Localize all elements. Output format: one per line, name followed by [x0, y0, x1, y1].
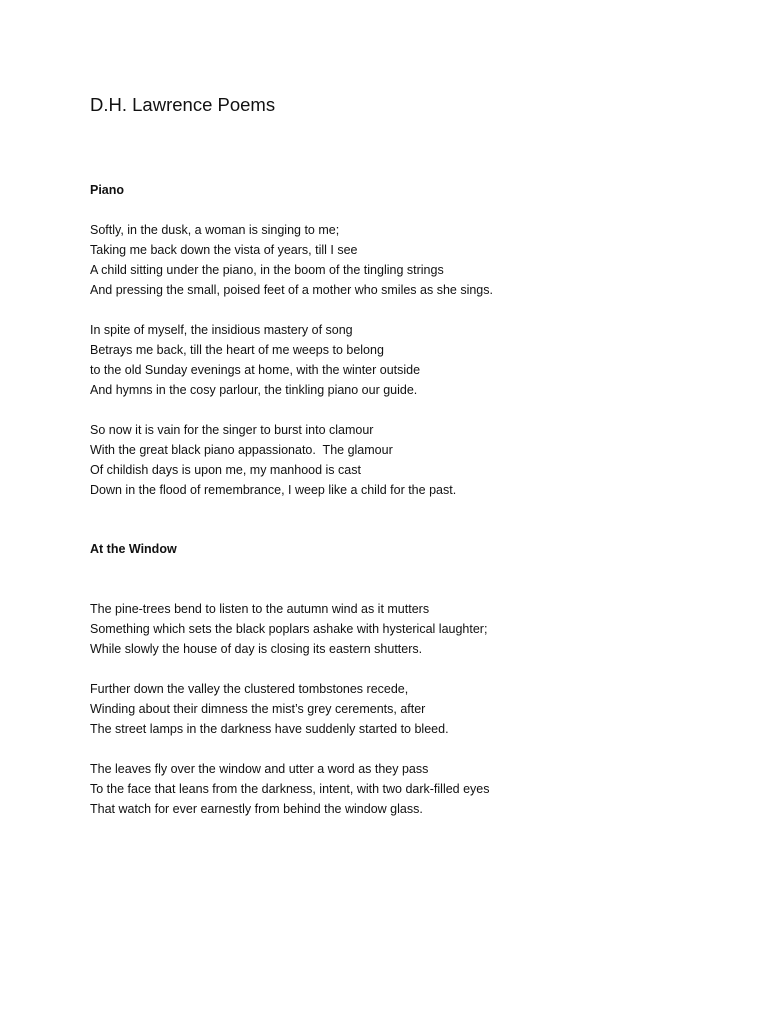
poem-line: That watch for ever earnestly from behind the window glass.: [90, 802, 423, 816]
poem-line: Further down the valley the clustered tombstones recede,: [90, 682, 409, 696]
poem-line: Betrays me back, till the heart of me weeps to belong: [90, 343, 384, 357]
stanza: [90, 679, 449, 739]
poem-line: to the old Sunday evenings at home, with the winter outside: [90, 363, 421, 377]
poem-line: In spite of myself, the insidious mastery of song: [90, 323, 353, 337]
stanza: [90, 420, 456, 500]
poem-line: And hymns in the cosy parlour, the tinkling piano our guide.: [90, 383, 418, 397]
poem-line: The pine-trees bend to listen to the autumn wind as it mutters: [90, 602, 430, 616]
poem-line: While slowly the house of day is closing its eastern shutters.: [90, 642, 423, 656]
poem-line: Winding about their dimness the mist’s grey cerements, after: [90, 702, 426, 716]
poem-line: So now it is vain for the singer to burst into clamour: [90, 423, 374, 437]
poem-line: A child sitting under the piano, in the boom of the tingling strings: [90, 263, 444, 277]
poem-title-piano: Piano: [90, 183, 125, 197]
poem-line: Taking me back down the vista of years, till I see: [90, 243, 358, 257]
stanza: [90, 759, 490, 819]
poem-line: Of childish days is upon me, my manhood is cast: [90, 463, 361, 477]
stanza: [90, 320, 420, 400]
poem-line: Down in the flood of remembrance, I weep like a child for the past.: [90, 483, 457, 497]
poem-line: To the face that leans from the darkness, intent, with two dark-filled eyes: [90, 782, 490, 796]
poem-line: Something which sets the black poplars ashake with hysterical laughter;: [90, 622, 488, 636]
poem-line: With the great black piano appassionato. The glamour: [90, 443, 393, 457]
poem-line: The leaves fly over the window and utter a word as they pass: [90, 762, 429, 776]
stanza: [90, 220, 493, 300]
poem-line: The street lamps in the darkness have suddenly started to bleed.: [90, 722, 449, 736]
poem-line: Softly, in the dusk, a woman is singing to me;: [90, 223, 340, 237]
stanza: [90, 599, 487, 659]
poem-title-at-the-window: At the Window: [90, 542, 177, 556]
poem-line: And pressing the small, poised feet of a mother who smiles as she sings.: [90, 283, 493, 297]
document-title: D.H. Lawrence Poems: [90, 94, 276, 115]
